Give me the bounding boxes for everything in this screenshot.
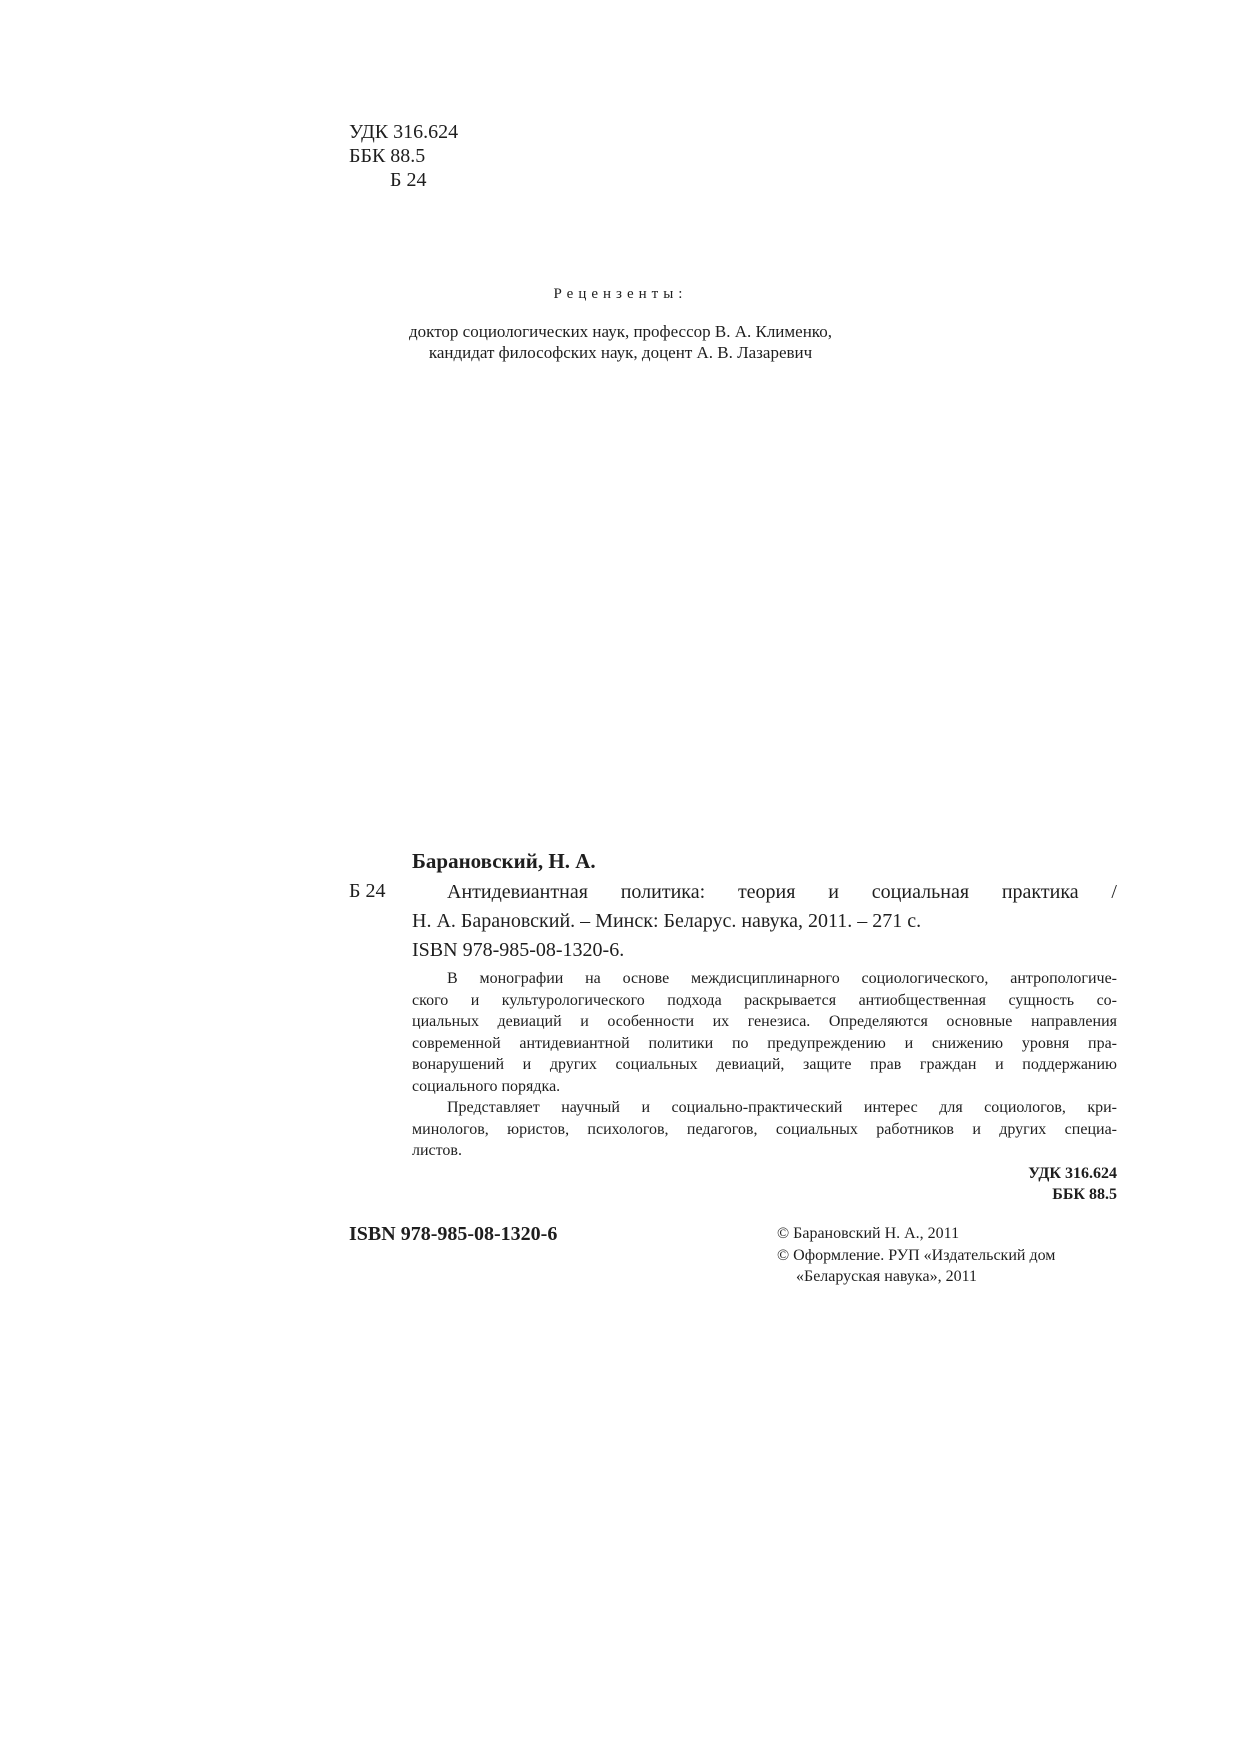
bib-title-line-1-text: Антидевиантная политика: теория и социальная практика / xyxy=(447,881,1117,903)
bbk-code: ББК 88.5 xyxy=(349,145,426,167)
bib-title-line-2: Н. А. Барановский. – Минск: Беларус. навука, 2011. – 271 с. xyxy=(412,910,922,932)
classification-block xyxy=(349,120,458,192)
reviewer-1: доктор социологических наук, профессор В. А. Клименко, xyxy=(409,322,832,341)
udk-code-bottom: УДК 316.624 xyxy=(1028,1165,1117,1182)
bib-title-line-1 xyxy=(412,878,1117,907)
annotation-line: В монографии на основе междисциплинарного социологического, антропологиче- xyxy=(447,970,1117,987)
annotation-line: минологов, юристов, психологов, педагогов, социальных работников и других специа- xyxy=(412,1120,1117,1138)
author-code: Б 24 xyxy=(390,169,427,191)
annotation-line: вонарушений и других социальных девиаций, защите прав граждан и поддержанию xyxy=(412,1056,1117,1073)
annotation-line: листов. xyxy=(412,1142,462,1159)
copyright-author: © Барановский Н. А., 2011 xyxy=(777,1225,960,1242)
bbk-code-bottom: ББК 88.5 xyxy=(1052,1186,1117,1203)
copyright-design-2: «Беларуская навука», 2011 xyxy=(796,1268,977,1285)
annotation-line: ского и культурологического подхода раскрывается антиобщественная сущность со- xyxy=(412,991,1117,1009)
reviewer-2: кандидат философских наук, доцент А. В. Лазаревич xyxy=(428,343,813,362)
annotation-line: современной антидевиантной политики по предупреждению и снижению уровня пра- xyxy=(412,1034,1117,1052)
reviewers-heading: Рецензенты: xyxy=(553,286,688,302)
copyright-design-1: © Оформление. РУП «Издательский дом xyxy=(777,1246,1056,1264)
bib-description xyxy=(412,878,1117,965)
bib-code: Б 24 xyxy=(349,880,386,902)
annotation-line: социального порядка. xyxy=(412,1077,561,1095)
bib-isbn-line: ISBN 978-985-08-1320-6. xyxy=(412,939,625,961)
copyright-block xyxy=(777,1223,1055,1288)
annotation xyxy=(412,968,1117,1162)
annotation-line: циальных девиаций и особенности их генезиса. Определяются основные направления xyxy=(412,1013,1117,1030)
annotation-line: Представляет научный и социально-практический интерес для социологов, кри- xyxy=(447,1099,1117,1116)
reviewers-list xyxy=(0,321,1241,363)
isbn: ISBN 978-985-08-1320-6 xyxy=(349,1223,558,1245)
bib-author: Барановский, Н. А. xyxy=(412,849,596,873)
udk-code: УДК 316.624 xyxy=(349,121,459,143)
classification-bottom xyxy=(900,1163,1117,1205)
